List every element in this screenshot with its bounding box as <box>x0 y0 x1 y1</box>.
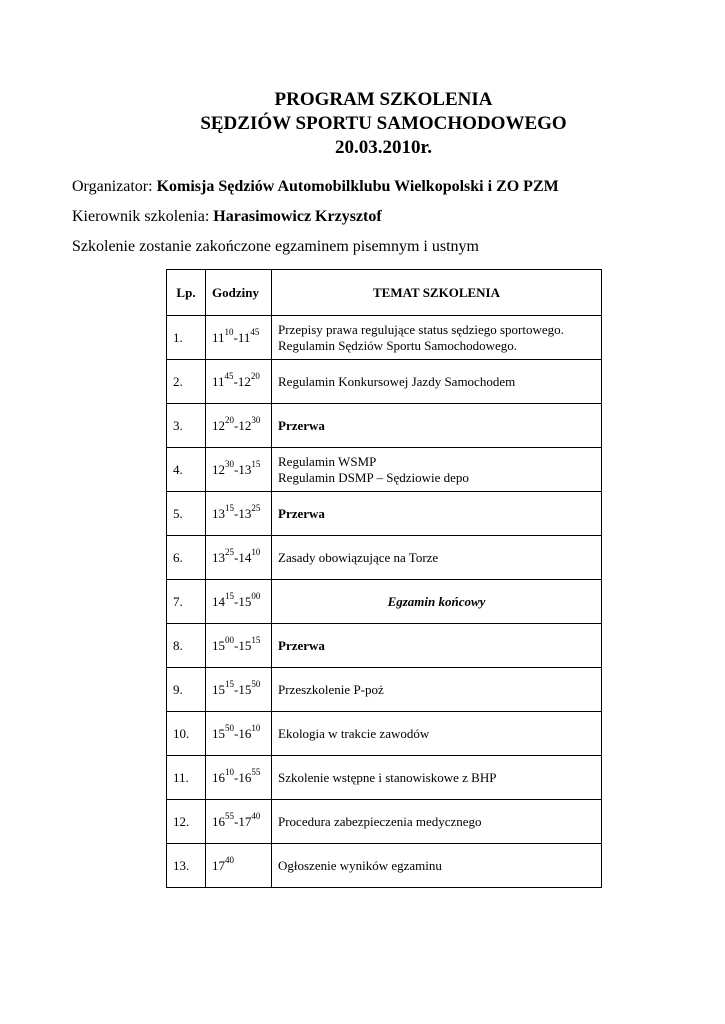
row-time <box>206 712 272 756</box>
time-end-minute: 10 <box>251 547 261 558</box>
row-time <box>206 492 272 536</box>
topic-line: Zasady obowiązujące na Torze <box>278 549 439 565</box>
row-number: 1. <box>167 316 206 360</box>
topic-line: Ogłoszenie wyników egzaminu <box>278 857 442 873</box>
time-end-minute: 55 <box>251 767 261 778</box>
table-row <box>167 492 602 536</box>
title-line-2: SĘDZIÓW SPORTU SAMOCHODOWEGO <box>200 113 567 134</box>
time-separator: - <box>234 461 239 477</box>
row-time <box>206 404 272 448</box>
time-separator: - <box>233 373 238 389</box>
exam-note: Szkolenie zostanie zakończone egzaminem pisemnym i ustnym <box>72 238 479 255</box>
topic-line: Przerwa <box>278 637 325 653</box>
time-end-minute: 45 <box>250 327 260 338</box>
time-start-hour: 15 <box>212 725 225 741</box>
time-end-hour: 12 <box>237 373 251 389</box>
time-separator: - <box>234 637 239 653</box>
time-end-minute: 40 <box>251 811 261 822</box>
topic-line: Egzamin końcowy <box>387 593 486 609</box>
time-end-hour: 11 <box>237 329 251 345</box>
time-start-hour: 12 <box>212 417 225 433</box>
organizer-value: Komisja Sędziów Automobilklubu Wielkopolski i ZO PZM <box>156 178 559 195</box>
header-time: Godziny <box>206 270 272 316</box>
time-end-hour: 16 <box>238 769 252 785</box>
time-end-hour: 12 <box>238 417 252 433</box>
row-number: 3. <box>167 404 206 448</box>
time-start-minute: 15 <box>225 591 234 602</box>
row-number: 7. <box>167 580 206 624</box>
row-time <box>206 624 272 668</box>
time-start-minute: 15 <box>225 679 234 690</box>
header-topic: TEMAT SZKOLENIA <box>272 270 602 316</box>
row-number: 6. <box>167 536 206 580</box>
row-time <box>206 844 272 888</box>
time-end-hour: 15 <box>238 637 252 653</box>
row-topic <box>272 580 602 624</box>
time-start-hour: 12 <box>212 461 225 477</box>
time-start-minute: 00 <box>225 635 234 646</box>
row-number: 4. <box>167 448 206 492</box>
row-topic <box>272 668 602 712</box>
time-separator: - <box>233 329 238 345</box>
row-topic <box>272 404 602 448</box>
time-separator: - <box>234 681 239 697</box>
time-start-hour: 13 <box>212 505 225 521</box>
time-separator: - <box>234 725 239 741</box>
topic-line: Procedura zabezpieczenia medycznego <box>278 813 482 829</box>
time-end-hour: 16 <box>238 725 252 741</box>
row-time <box>206 668 272 712</box>
row-number: 11. <box>167 756 206 800</box>
row-topic <box>272 712 602 756</box>
topic-line: Regulamin Konkursowej Jazdy Samochodem <box>278 373 516 389</box>
document-title <box>0 88 725 160</box>
row-time <box>206 316 272 360</box>
time-end-hour: 15 <box>238 681 252 697</box>
time-start-hour: 15 <box>212 637 225 653</box>
table-row <box>167 624 602 668</box>
table-row <box>167 712 602 756</box>
organizer-label: Organizator: <box>72 178 157 195</box>
time-end-minute: 00 <box>251 591 261 602</box>
time-separator: - <box>234 549 239 565</box>
time-end-minute: 10 <box>251 723 261 734</box>
time-end-minute: 20 <box>250 371 260 382</box>
organizer-line <box>72 177 559 197</box>
title-line-3: 20.03.2010r. <box>335 137 432 158</box>
table-row <box>167 800 602 844</box>
topic-line: Przeszkolenie P-poż <box>278 681 384 697</box>
time-end-hour: 14 <box>238 549 252 565</box>
time-end-hour: 13 <box>238 461 252 477</box>
time-separator: - <box>234 813 239 829</box>
row-topic <box>272 316 602 360</box>
table-row <box>167 360 602 404</box>
time-start-minute: 20 <box>225 415 234 426</box>
row-time <box>206 800 272 844</box>
time-start-hour: 11 <box>212 329 225 345</box>
topic-line: Regulamin Sędziów Sportu Samochodowego. <box>278 337 518 353</box>
time-separator: - <box>234 769 239 785</box>
row-time <box>206 448 272 492</box>
time-separator: - <box>234 593 239 609</box>
topic-line: Ekologia w trakcie zawodów <box>278 725 430 741</box>
topic-line: Przepisy prawa regulujące status sędziego sportowego. <box>278 321 564 337</box>
table-row <box>167 668 602 712</box>
time-end-hour: 13 <box>238 505 252 521</box>
row-topic <box>272 800 602 844</box>
time-start-hour: 16 <box>212 769 225 785</box>
time-end-hour: 17 <box>238 813 252 829</box>
topic-line: Regulamin WSMP <box>278 453 377 469</box>
row-topic <box>272 448 602 492</box>
row-number: 12. <box>167 800 206 844</box>
row-number: 9. <box>167 668 206 712</box>
row-time <box>206 580 272 624</box>
title-line-1: PROGRAM SZKOLENIA <box>274 89 493 110</box>
time-start-minute: 10 <box>225 767 234 778</box>
topic-line: Regulamin DSMP – Sędziowie depo <box>278 469 469 485</box>
topic-line: Przerwa <box>278 505 325 521</box>
row-time <box>206 536 272 580</box>
time-end-minute: 25 <box>251 503 261 514</box>
row-number: 8. <box>167 624 206 668</box>
time-end-minute: 50 <box>251 679 261 690</box>
row-number: 13. <box>167 844 206 888</box>
time-end-minute: 30 <box>251 415 261 426</box>
time-start-minute: 45 <box>224 371 234 382</box>
row-topic <box>272 536 602 580</box>
table-row <box>167 580 602 624</box>
time-start-minute: 30 <box>225 459 234 470</box>
row-topic <box>272 492 602 536</box>
schedule-body <box>167 316 602 888</box>
time-start-hour: 13 <box>212 549 225 565</box>
row-number: 10. <box>167 712 206 756</box>
head-label: Kierownik szkolenia: <box>72 208 214 225</box>
header-lp: Lp. <box>167 270 206 316</box>
time-start-hour: 15 <box>212 681 225 697</box>
table-row <box>167 316 602 360</box>
row-number: 5. <box>167 492 206 536</box>
time-start-hour: 14 <box>212 593 225 609</box>
table-header-row <box>167 270 602 316</box>
time-start-hour: 11 <box>212 373 225 389</box>
time-separator: - <box>234 505 239 521</box>
time-start-minute: 25 <box>225 547 234 558</box>
table-row <box>167 448 602 492</box>
time-separator: - <box>234 417 239 433</box>
row-topic <box>272 360 602 404</box>
time-end-hour: 15 <box>238 593 252 609</box>
time-start-minute: 10 <box>224 327 234 338</box>
table-row <box>167 844 602 888</box>
time-start-hour: 16 <box>212 813 225 829</box>
row-time <box>206 360 272 404</box>
head-value: Harasimowicz Krzysztof <box>213 208 382 225</box>
topic-line: Szkolenie wstępne i stanowiskowe z BHP <box>278 769 497 785</box>
time-start-hour: 17 <box>212 857 225 873</box>
time-start-minute: 55 <box>225 811 234 822</box>
head-line <box>72 207 382 227</box>
time-end-minute: 15 <box>251 459 261 470</box>
topic-line: Przerwa <box>278 417 325 433</box>
time-start-minute: 15 <box>225 503 234 514</box>
row-topic <box>272 756 602 800</box>
row-topic <box>272 844 602 888</box>
time-start-minute: 50 <box>225 723 234 734</box>
table-row <box>167 404 602 448</box>
row-time <box>206 756 272 800</box>
schedule-table <box>166 269 602 888</box>
table-row <box>167 536 602 580</box>
table-row <box>167 756 602 800</box>
time-start-minute: 40 <box>225 855 234 866</box>
row-number: 2. <box>167 360 206 404</box>
time-end-minute: 15 <box>251 635 261 646</box>
row-topic <box>272 624 602 668</box>
